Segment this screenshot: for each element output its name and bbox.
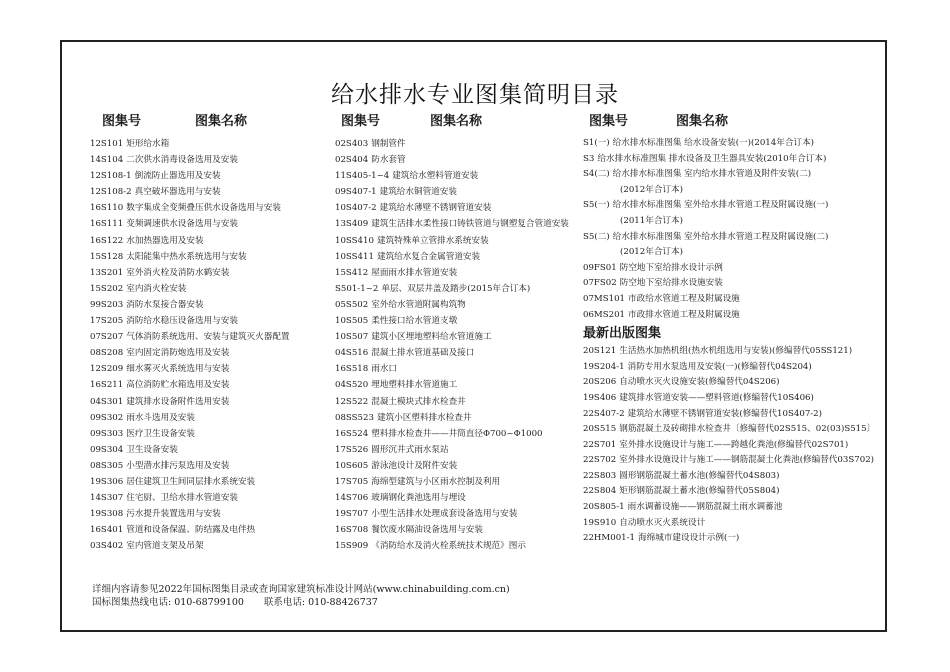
catalog-entry [90,200,330,216]
atlas-code: 12S108-1 [90,171,132,182]
catalog-entry [90,474,330,490]
atlas-name: 建筑特殊单立管排水系统安装 [376,235,489,246]
atlas-name: 建筑小区塑料排水检查井 [376,412,472,423]
catalog-entry [90,297,330,313]
catalog-column-2 [335,110,580,554]
atlas-name: 高位消防贮水箱选用及安装 [126,380,230,391]
catalog-entry [90,361,330,377]
atlas-code: 22HM001-1 [583,533,636,544]
catalog-entry [90,377,330,393]
catalog-entry [335,329,580,345]
atlas-name: 屋面雨水排水管道安装 [371,267,458,278]
atlas-code: S1(一) [583,138,610,148]
catalog-entry [90,216,330,232]
catalog-entry [583,230,883,246]
atlas-name: (2012年合订本) [620,247,683,258]
atlas-code: 22S804 [583,486,617,497]
catalog-entry [335,345,580,361]
atlas-name: 圆形钢筋混凝土蓄水池(修编替代04S803) [619,470,780,481]
catalog-entry [583,261,883,277]
atlas-code: 14S307 [90,493,124,504]
atlas-code: S3 [583,153,595,164]
catalog-entry [90,265,330,281]
catalog-entry [335,474,580,490]
catalog-entry [90,184,330,200]
atlas-name: 污水提升装置选用与安装 [126,509,221,520]
atlas-code: 16S110 [90,203,124,214]
atlas-code: 16S524 [335,428,369,439]
catalog-entry [583,516,883,532]
atlas-code: 09FS01 [583,262,617,273]
catalog-entry [335,490,580,506]
atlas-code: S5(二) [583,231,610,242]
catalog-entry [583,484,883,500]
catalog-entry [583,167,883,183]
atlas-code: S4(二) [583,169,610,180]
atlas-code: 17S705 [335,476,369,487]
atlas-code: 04S520 [335,380,369,391]
catalog-entry [90,136,330,152]
atlas-name: 小型生活排水处理成套设备选用与安装 [371,509,518,520]
catalog-entry [90,329,330,345]
atlas-code: 10S407-2 [335,203,377,214]
atlas-name: 室内消火栓安装 [126,283,187,294]
catalog-entry [583,453,883,469]
catalog-entry [90,538,330,554]
catalog-entry [335,394,580,410]
atlas-code: 19S910 [583,517,617,528]
atlas-name: 真空破坏器选用与安装 [134,187,221,198]
catalog-entry [583,438,883,454]
atlas-code: 16S708 [335,525,369,536]
atlas-code: 09S304 [90,444,124,455]
atlas-code: 10S505 [335,316,369,327]
catalog-entry [335,442,580,458]
atlas-name: 埋地塑料排水管道施工 [371,380,458,391]
catalog-entry [583,152,883,168]
atlas-name: 室外排水设施设计与施工——钢筋混凝土化粪池(修编替代03S702) [619,455,875,466]
atlas-code: 19S707 [335,509,369,520]
atlas-code: 22S702 [583,455,617,466]
atlas-code: 20S121 [583,346,617,357]
atlas-name: 消防专用水泵选用及安装(一)(修编替代04S204) [627,361,812,372]
catalog-list [90,136,330,554]
atlas-name: 室外排水设施设计与施工——跨越化粪池(修编替代02S701) [619,439,849,450]
atlas-name: 居住建筑卫生间同层排水系统安装 [126,476,256,487]
catalog-entry [583,214,883,230]
catalog-column-1 [90,110,330,554]
atlas-name: 雨水斗选用及安装 [126,412,195,423]
atlas-name: (2011年合订本) [620,215,683,226]
catalog-entry [335,136,580,152]
catalog-entry [335,233,580,249]
code-header: 图集号 [589,114,629,129]
atlas-name: 建筑排水设备附件选用安装 [126,396,230,407]
catalog-entry [90,168,330,184]
catalog-entry [583,531,883,547]
catalog-entry [583,407,883,423]
atlas-name: 给水排水标准图集 室外给水排水管道工程及附属设施(一) [612,200,829,211]
atlas-name: 给水排水标准图集 给水设备安装(一)(2014年合订本) [612,138,814,148]
catalog-entry [335,297,580,313]
atlas-code: S5(一) [583,200,610,211]
catalog-entry [583,136,883,152]
atlas-code: 12S101 [90,139,124,149]
contact-phone-text: 联系电话: 010-88426737 [263,597,378,608]
atlas-code: 12S108-2 [90,187,132,198]
catalog-entry [335,426,580,442]
catalog-entry [335,265,580,281]
atlas-code: 02S403 [335,139,369,149]
atlas-name: 雨水调蓄设施——钢筋混凝土雨水调蓄池 [627,502,783,513]
atlas-name: 建筑给水复合金属管道安装 [376,251,481,262]
atlas-name: 消防水泵接合器安装 [126,299,204,310]
catalog-entry [90,249,330,265]
atlas-code: 08S208 [90,348,124,359]
catalog-entry [583,422,883,438]
atlas-name: 数字集成全变频叠压供水设备选用与安装 [126,203,281,214]
atlas-code: 03S402 [90,541,124,552]
atlas-name: 游泳池设计及附件安装 [371,460,458,471]
atlas-name: 给水排水标准图集 排水设备及卫生器具安装(2010年合订本) [597,153,827,164]
catalog-entry [335,249,580,265]
atlas-code: 17S526 [335,444,369,455]
atlas-code: 15S412 [335,267,369,278]
catalog-entry [90,506,330,522]
catalog-entry [335,281,580,297]
atlas-name: 住宅厨、卫给水排水管道安装 [126,493,238,504]
atlas-name: 细水雾灭火系统选用与安装 [126,364,230,375]
atlas-code: 16S401 [90,525,124,536]
atlas-name: 单层、双层井盖及踏步(2015年合订本) [381,283,531,294]
atlas-name: 太阳能集中热水系统选用与安装 [126,251,247,262]
catalog-entry [90,410,330,426]
atlas-code: 08SS523 [335,412,374,423]
catalog-entry [335,506,580,522]
catalog-entry [90,281,330,297]
atlas-code: 10SS410 [335,235,374,246]
atlas-name: 海绵型建筑与小区雨水控制及利用 [371,476,501,487]
catalog-entry [90,313,330,329]
catalog-entry [90,490,330,506]
name-header: 图集名称 [676,114,729,129]
atlas-code: 20S805-1 [583,502,625,513]
atlas-name: 玻璃钢化粪池选用与埋设 [371,493,466,504]
atlas-code: 15S128 [90,251,124,262]
atlas-name: 自动喷水灭火系统设计 [619,517,706,528]
code-header: 图集号 [341,114,381,129]
new-section-title: 最新出版图集 [583,326,662,342]
catalog-entry [90,394,330,410]
catalog-entry [335,184,580,200]
atlas-code: 05S502 [335,299,369,310]
atlas-name: 室内固定消防炮选用及安装 [126,348,230,359]
catalog-entry [583,500,883,516]
catalog-entry [583,391,883,407]
catalog-entry [90,426,330,442]
catalog-entry [335,377,580,393]
atlas-code: S501-1~2 [335,283,379,294]
catalog-entry [583,344,883,360]
atlas-name: 建筑小区埋地塑料给水管道施工 [371,332,492,343]
atlas-code: 10S507 [335,332,369,343]
catalog-column-3 [583,110,883,547]
atlas-code: 22S803 [583,470,617,481]
atlas-name: 小型潜水排污泵选用及安装 [126,460,230,471]
catalog-list [583,136,883,323]
atlas-code: 14S104 [90,155,124,166]
atlas-code: 09S302 [90,412,124,423]
catalog-entry [335,200,580,216]
catalog-entry [583,183,883,199]
atlas-code: 99S203 [90,299,124,310]
atlas-name: 钢筋混凝土及砖砌排水检查井〔修编替代02S515、02(03)S515〕 [619,424,876,435]
catalog-entry [335,361,580,377]
atlas-name: 雨水口 [371,364,398,375]
catalog-entry [583,198,883,214]
atlas-code: 20S206 [583,377,617,388]
footer-website-note: 详细内容请参见2022年国标图集目录或查询国家建筑标准设计网站(www.chinabuilding.com.cn) [92,584,510,595]
atlas-code: 07MS101 [583,293,626,304]
atlas-code: 06MS201 [583,309,626,320]
atlas-code: 16S211 [90,380,124,391]
atlas-name: 管道和设备保温、防结露及电伴热 [126,525,256,536]
page-title: 给水排水专业图集简明目录 [331,82,619,108]
atlas-name: 建筑给水薄壁不锈钢管道安装(修编替代10S407-2) [627,408,823,419]
column-header [335,110,580,129]
catalog-entry [90,442,330,458]
atlas-name: 室外给水管道附属构筑物 [371,299,466,310]
atlas-name: 建筑给水薄壁不锈钢管道安装 [379,203,492,214]
atlas-code: 20S515 [583,424,617,435]
code-header: 图集号 [102,114,142,129]
atlas-name: 建筑给水铜管道安装 [379,187,457,198]
column-header [90,110,330,129]
atlas-name: 《消防给水及消火栓系统技术规范》图示 [371,541,526,552]
name-header: 图集名称 [195,114,248,129]
catalog-entry [335,168,580,184]
atlas-name: 市政排水管道工程及附属设施 [628,309,740,320]
catalog-entry [335,458,580,474]
atlas-code: 04S301 [90,396,124,407]
atlas-name: 水加热器选用及安装 [126,235,204,246]
atlas-code: 07S207 [90,332,124,343]
atlas-code: 15S202 [90,283,124,294]
atlas-code: 07FS02 [583,278,617,289]
catalog-entry [583,375,883,391]
atlas-name: 圆形沉井式雨水泵站 [371,444,449,455]
hotline-text: 国标图集热线电话: 010-68799100 [92,597,244,608]
atlas-name: 室内管道支架及吊架 [126,541,204,552]
catalog-entry [90,345,330,361]
atlas-name: 餐饮废水隔油设备选用与安装 [371,525,483,536]
catalog-entry [335,216,580,232]
atlas-code: 13S409 [335,219,369,230]
atlas-name: 柔性接口给水管道支墩 [371,316,458,327]
catalog-entry [335,410,580,426]
atlas-code: 16S111 [90,219,124,230]
atlas-name: 变频调速供水设备选用与安装 [126,219,238,230]
atlas-name: 卫生设备安装 [126,444,178,455]
catalog-entry [90,152,330,168]
atlas-code: 19S306 [90,476,124,487]
atlas-code: 10S605 [335,460,369,471]
catalog-entry [583,245,883,261]
catalog-entry [583,308,883,324]
atlas-name: 防空地下室给排水设施安装 [619,278,723,289]
catalog-entry [90,522,330,538]
atlas-name: 混凝土模块式排水检查井 [371,396,466,407]
atlas-name: 防空地下室给排水设计示例 [619,262,723,273]
atlas-code: 19S308 [90,509,124,520]
catalog-entry [335,313,580,329]
atlas-name: 市政给水管道工程及附属设施 [628,293,740,304]
footer [92,583,510,609]
atlas-name: 建筑排水管道安装——塑料管道(修编替代10S406) [619,392,814,403]
atlas-code: 19S406 [583,392,617,403]
atlas-name: 气体消防系统选用、安装与建筑灭火器配置 [126,332,290,343]
atlas-name: 建筑给水塑料管道安装 [392,171,479,182]
catalog-list [335,136,580,554]
atlas-code: 09S407-1 [335,187,377,198]
atlas-name: 医疗卫生设备安装 [126,428,195,439]
atlas-code: 19S204-1 [583,361,625,372]
atlas-code: 12S522 [335,396,369,407]
catalog-entry [90,458,330,474]
atlas-code: 16S518 [335,364,369,375]
atlas-name: 混凝土排水管道基础及接口 [371,348,475,359]
atlas-name: 自动喷水灭火设施安装(修编替代04S206) [619,377,780,388]
atlas-name: 给水排水标准图集 室外给水排水管道工程及附属设施(二) [612,231,829,242]
atlas-code: 15S909 [335,541,369,552]
atlas-code: 17S205 [90,316,124,327]
catalog-entry [335,152,580,168]
catalog-entry [583,292,883,308]
catalog-entry [90,233,330,249]
catalog-entry [583,276,883,292]
catalog-entry [583,360,883,376]
atlas-code: 04S516 [335,348,369,359]
atlas-code: 14S706 [335,493,369,504]
atlas-name: 建筑生活排水柔性接口铸铁管道与钢塑复合管道安装 [371,219,569,230]
new-catalog-list [583,344,883,547]
atlas-name: 塑料排水检查井——井筒直径Φ700~Φ1000 [371,428,543,439]
atlas-name: 倒流防止器选用及安装 [134,171,221,182]
column-header [583,110,883,129]
atlas-code: 13S201 [90,267,124,278]
catalog-entry [583,469,883,485]
name-header: 图集名称 [430,114,483,129]
atlas-name: (2012年合订本) [620,184,683,195]
atlas-name: 矩形给水箱 [126,139,170,149]
atlas-code: 16S122 [90,235,124,246]
catalog-entry [335,538,580,554]
atlas-code: 10SS411 [335,251,374,262]
atlas-code: 12S209 [90,364,124,375]
atlas-code: 22S701 [583,439,617,450]
atlas-name: 给水排水标准图集 室内给水排水管道及附件安装(二) [612,169,812,180]
catalog-entry [335,522,580,538]
atlas-name: 海绵城市建设设计示例(一) [638,533,740,544]
atlas-name: 生活热水加热机组(热水机组选用与安装)(修编替代05SS121) [619,346,853,357]
atlas-name: 消防给水稳压设备选用与安装 [126,316,238,327]
atlas-name: 室外消火栓及消防水鹤安装 [126,267,230,278]
atlas-code: 11S405-1~4 [335,171,390,182]
atlas-name: 二次供水消毒设备选用及安装 [126,155,238,166]
atlas-code: 08S305 [90,460,124,471]
atlas-name: 矩形钢筋混凝土蓄水池(修编替代05S804) [619,486,780,497]
atlas-code: 02S404 [335,155,369,166]
atlas-name: 钢制管件 [371,139,406,149]
atlas-code: 22S407-2 [583,408,625,419]
footer-phones [92,596,510,609]
atlas-name: 防水套管 [371,155,406,166]
atlas-code: 09S303 [90,428,124,439]
